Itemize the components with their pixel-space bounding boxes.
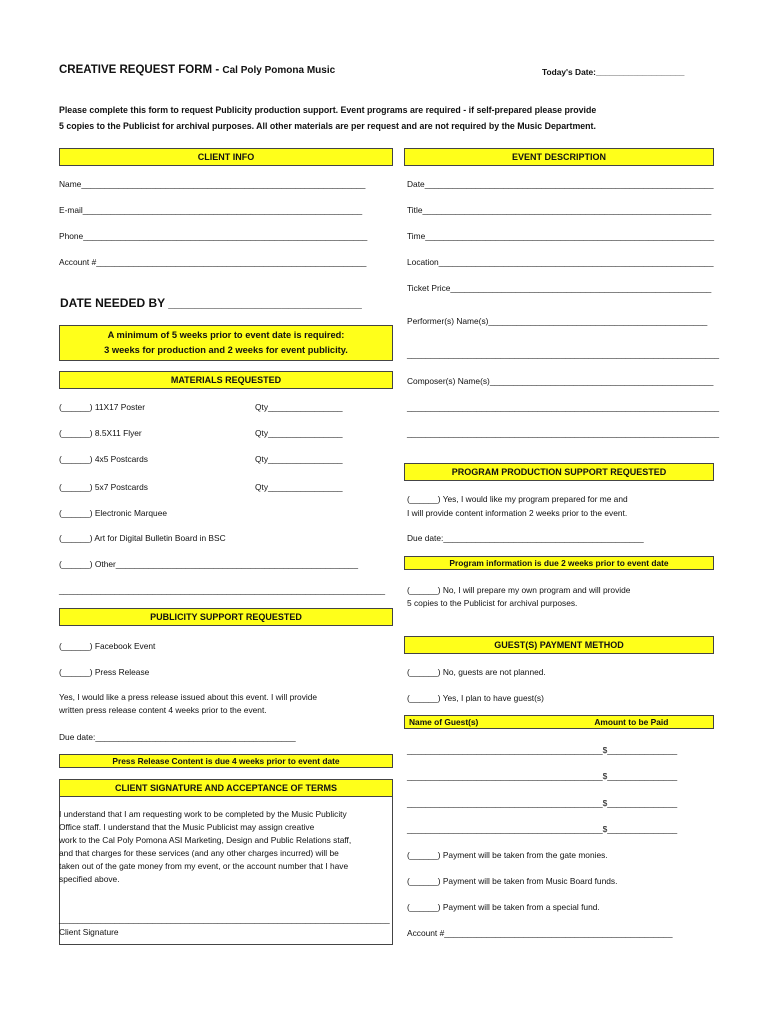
- publicity-press-release[interactable]: (______) Press Release: [59, 667, 150, 677]
- event-performers-field[interactable]: Performer(s) Name(s)_______________________________________________: [407, 316, 708, 326]
- guest-amount-column: Amount to be Paid: [594, 717, 669, 727]
- program-heading: PROGRAM PRODUCTION SUPPORT REQUESTED: [404, 463, 714, 481]
- publicity-heading: PUBLICITY SUPPORT REQUESTED: [59, 608, 393, 626]
- material-poster[interactable]: (______) 11X17 Poster: [59, 402, 145, 412]
- phone-field[interactable]: Phone_____________________________________________________________: [59, 231, 368, 241]
- terms-line-2: Office staff. I understand that the Music Publicist may assign creative: [59, 822, 315, 832]
- material-other[interactable]: (______) Other____________________________________________________: [59, 559, 359, 569]
- material-flyer-qty[interactable]: Qty________________: [255, 428, 343, 438]
- event-time-field[interactable]: Time______________________________________________________________: [407, 231, 715, 241]
- material-poster-qty[interactable]: Qty________________: [255, 402, 343, 412]
- payment-music-board[interactable]: (______) Payment will be taken from Music Board funds.: [407, 876, 618, 886]
- form-title-org: Cal Poly Pomona Music: [222, 65, 336, 76]
- material-other-line-2[interactable]: ______________________________________________________________________: [59, 585, 386, 595]
- guests-heading: GUEST(S) PAYMENT METHOD: [404, 636, 714, 654]
- signature-line[interactable]: _______________________________________________________________________: [59, 914, 390, 924]
- terms-line-6: specified above.: [59, 874, 120, 884]
- terms-line-5: taken out of the gate money from my event, or the account number that I have: [59, 861, 349, 871]
- payment-special-fund[interactable]: (______) Payment will be taken from a special fund.: [407, 902, 600, 912]
- publicity-due-date[interactable]: Due date:___________________________________________: [59, 732, 296, 742]
- signature-label: Client Signature: [59, 927, 119, 937]
- form-title-main: CREATIVE REQUEST FORM -: [59, 64, 223, 76]
- material-flyer[interactable]: (______) 8.5X11 Flyer: [59, 428, 142, 438]
- guest-name-column: Name of Guest(s): [409, 717, 479, 727]
- event-composers-line-3[interactable]: ___________________________________________________________________: [407, 428, 720, 438]
- notice-line-1: A minimum of 5 weeks prior to event date is required:: [107, 330, 345, 340]
- event-date-field[interactable]: Date______________________________________________________________: [407, 179, 714, 189]
- program-no-line-2: 5 copies to the Publicist for archival purposes.: [407, 598, 578, 608]
- material-5x7-postcards[interactable]: (______) 5x7 Postcards: [59, 482, 148, 492]
- intro-line-1: Please complete this form to request Publicity production support. Event programs are required - if self-prepared please provide: [59, 105, 597, 115]
- event-performers-line-2[interactable]: ___________________________________________________________________: [407, 349, 720, 359]
- material-marquee[interactable]: (______) Electronic Marquee: [59, 508, 168, 518]
- material-4x5-postcards[interactable]: (______) 4x5 Postcards: [59, 454, 148, 464]
- event-ticket-price-field[interactable]: Ticket Price________________________________________________________: [407, 283, 712, 293]
- terms-line-1: I understand that I am requesting work to be completed by the Music Publicity: [59, 809, 347, 819]
- event-composers-field[interactable]: Composer(s) Name(s)________________________________________________: [407, 376, 714, 386]
- program-no-line-1[interactable]: (______) No, I will prepare my own program and will provide: [407, 585, 631, 595]
- guests-table-header: [404, 715, 714, 729]
- todays-date-field[interactable]: Today's Date:___________________: [542, 67, 685, 77]
- program-notice: Program information is due 2 weeks prior to event date: [404, 556, 714, 570]
- client-info-heading: CLIENT INFO: [59, 148, 393, 166]
- form-title: [59, 64, 335, 76]
- email-field[interactable]: E-mail____________________________________________________________: [59, 205, 363, 215]
- notice-line-2: 3 weeks for production and 2 weeks for event publicity.: [104, 345, 348, 355]
- event-title-field[interactable]: Title______________________________________________________________: [407, 205, 712, 215]
- guest-row-2[interactable]: __________________________________________$_______________: [407, 771, 678, 781]
- material-4x5-qty[interactable]: Qty________________: [255, 454, 343, 464]
- account-field[interactable]: Account #__________________________________________________________: [59, 257, 367, 267]
- payment-account[interactable]: Account #_________________________________________________: [407, 928, 673, 938]
- guest-row-3[interactable]: __________________________________________$_______________: [407, 798, 678, 808]
- payment-gate[interactable]: (______) Payment will be taken from the gate monies.: [407, 850, 608, 860]
- event-location-field[interactable]: Location___________________________________________________________: [407, 257, 714, 267]
- publicity-facebook[interactable]: (______) Facebook Event: [59, 641, 156, 651]
- terms-line-3: work to the Cal Poly Pomona ASI Marketing, Design and Public Relations staff,: [59, 835, 352, 845]
- signature-heading: CLIENT SIGNATURE AND ACCEPTANCE OF TERMS: [59, 779, 393, 797]
- terms-line-4: and that charges for these services (and any other charges incurred) will be: [59, 848, 339, 858]
- event-composers-line-2[interactable]: ___________________________________________________________________: [407, 402, 720, 412]
- publicity-para-2: written press release content 4 weeks prior to the event.: [59, 705, 267, 715]
- signature-terms: [59, 808, 389, 886]
- intro-line-2: 5 copies to the Publicist for archival purposes. All other materials are per request and are not required by the Music Department.: [59, 121, 596, 131]
- name-field[interactable]: Name_____________________________________________________________: [59, 179, 366, 189]
- guests-yes[interactable]: (______) Yes, I plan to have guest(s): [407, 693, 544, 703]
- program-due-date[interactable]: Due date:___________________________________________: [407, 533, 644, 543]
- materials-heading: MATERIALS REQUESTED: [59, 371, 393, 389]
- material-5x7-qty[interactable]: Qty________________: [255, 482, 343, 492]
- date-needed-notice: [59, 325, 393, 361]
- guests-no[interactable]: (______) No, guests are not planned.: [407, 667, 546, 677]
- guest-row-1[interactable]: __________________________________________$_______________: [407, 745, 678, 755]
- material-digital-board[interactable]: (______) Art for Digital Bulletin Board in BSC: [59, 533, 226, 543]
- guest-row-4[interactable]: __________________________________________$_______________: [407, 824, 678, 834]
- program-yes-line-2: I will provide content information 2 weeks prior to the event.: [407, 508, 628, 518]
- event-description-heading: EVENT DESCRIPTION: [404, 148, 714, 166]
- publicity-para-1: Yes, I would like a press release issued about this event. I will provide: [59, 692, 318, 702]
- program-yes-line-1[interactable]: (______) Yes, I would like my program prepared for me and: [407, 494, 628, 504]
- date-needed-field[interactable]: DATE NEEDED BY _____________________________: [60, 296, 362, 310]
- press-release-notice: Press Release Content is due 4 weeks prior to event date: [59, 754, 393, 768]
